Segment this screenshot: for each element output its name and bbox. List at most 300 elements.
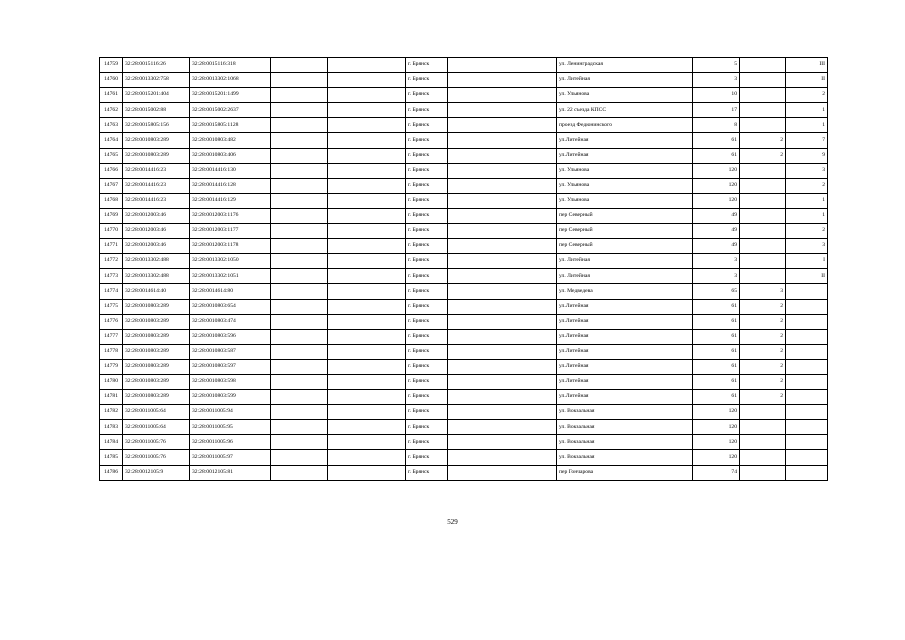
empty-cell [271,193,328,208]
object-cadastral-cell: 32:28:0014416:130 [190,163,271,178]
building-cell: 2 [740,359,786,374]
empty-cell [271,450,328,465]
house-number-cell: 3 [693,254,740,269]
parcel-cadastral-cell: 32:28:0014416:23 [123,193,190,208]
city-cell: г. Брянск [406,374,448,389]
house-number-cell: 61 [693,314,740,329]
building-cell: 3 [740,284,786,299]
page-number: 529 [447,518,458,526]
apartment-cell: 3 [786,163,828,178]
building-cell [740,254,786,269]
empty-cell [328,344,406,359]
house-number-cell: 74 [693,465,740,480]
table-row [100,208,828,223]
table-row [100,224,828,239]
city-cell: г. Брянск [406,208,448,223]
city-cell: г. Брянск [406,58,448,73]
empty-cell [328,208,406,223]
empty-cell [448,299,557,314]
table-row [100,239,828,254]
object-cadastral-cell: 32:28:0010803:596 [190,329,271,344]
parcel-cadastral-cell: 32:28:0013302:758 [123,73,190,88]
table-row [100,344,828,359]
object-cadastral-cell: 32:28:0015201:1499 [190,88,271,103]
empty-cell [328,88,406,103]
building-cell: 2 [740,133,786,148]
row-number-cell: 14760 [100,73,123,88]
object-cadastral-cell: 32:28:0011005:97 [190,450,271,465]
row-number-cell: 14771 [100,239,123,254]
empty-cell [328,284,406,299]
empty-cell [448,420,557,435]
table-row [100,299,828,314]
table-body [100,58,828,481]
empty-cell [448,148,557,163]
street-cell: ул. Вокзальная [557,420,693,435]
city-cell: г. Брянск [406,450,448,465]
empty-cell [448,239,557,254]
parcel-cadastral-cell: 32:28:0010803:289 [123,344,190,359]
empty-cell [271,269,328,284]
apartment-cell: II [786,73,828,88]
street-cell: ул.Литейная [557,299,693,314]
object-cadastral-cell: 32:28:0014416:128 [190,178,271,193]
street-cell: ул.Литейная [557,133,693,148]
empty-cell [271,344,328,359]
empty-cell [448,390,557,405]
empty-cell [448,465,557,480]
empty-cell [448,374,557,389]
empty-cell [271,208,328,223]
city-cell: г. Брянск [406,299,448,314]
table-row [100,133,828,148]
empty-cell [271,224,328,239]
apartment-cell: II [786,269,828,284]
street-cell: ул. Литейная [557,73,693,88]
house-number-cell: 8 [693,118,740,133]
empty-cell [448,224,557,239]
city-cell: г. Брянск [406,148,448,163]
empty-cell [328,374,406,389]
empty-cell [448,329,557,344]
building-cell [740,118,786,133]
empty-cell [328,224,406,239]
empty-cell [448,88,557,103]
parcel-cadastral-cell: 32:28:0015116:26 [123,58,190,73]
empty-cell [271,58,328,73]
empty-cell [328,405,406,420]
house-number-cell: 49 [693,208,740,223]
table-row [100,465,828,480]
row-number-cell: 14766 [100,163,123,178]
city-cell: г. Брянск [406,359,448,374]
building-cell [740,224,786,239]
table-row [100,73,828,88]
parcel-cadastral-cell: 32:28:0012003:46 [123,239,190,254]
table-row [100,193,828,208]
city-cell: г. Брянск [406,178,448,193]
empty-cell [271,88,328,103]
object-cadastral-cell: 32:28:0014614:80 [190,284,271,299]
building-cell [740,420,786,435]
building-cell [740,208,786,223]
street-cell: ул.Литейная [557,329,693,344]
house-number-cell: 120 [693,405,740,420]
empty-cell [448,450,557,465]
object-cadastral-cell: 32:28:0012003:1176 [190,208,271,223]
row-number-cell: 14765 [100,148,123,163]
empty-cell [448,58,557,73]
city-cell: г. Брянск [406,88,448,103]
table-row [100,58,828,73]
object-cadastral-cell: 32:28:0012003:1178 [190,239,271,254]
row-number-cell: 14774 [100,284,123,299]
row-number-cell: 14778 [100,344,123,359]
table-row [100,103,828,118]
street-cell: ул. Вокзальная [557,435,693,450]
empty-cell [328,329,406,344]
parcel-cadastral-cell: 32:28:0015805:156 [123,118,190,133]
table-row [100,148,828,163]
object-cadastral-cell: 32:28:0010803:599 [190,390,271,405]
empty-cell [271,465,328,480]
street-cell: ул. Ульянова [557,178,693,193]
parcel-cadastral-cell: 32:28:0013302:488 [123,269,190,284]
city-cell: г. Брянск [406,73,448,88]
empty-cell [328,450,406,465]
empty-cell [448,314,557,329]
empty-cell [328,465,406,480]
street-cell: ул. Вокзальная [557,405,693,420]
city-cell: г. Брянск [406,163,448,178]
row-number-cell: 14786 [100,465,123,480]
table-row [100,390,828,405]
object-cadastral-cell: 32:28:0010803:406 [190,148,271,163]
empty-cell [448,435,557,450]
apartment-cell: 1 [786,208,828,223]
table-row [100,269,828,284]
empty-cell [271,329,328,344]
apartment-cell [786,420,828,435]
parcel-cadastral-cell: 32:28:0014614:40 [123,284,190,299]
house-number-cell: 120 [693,193,740,208]
row-number-cell: 14768 [100,193,123,208]
empty-cell [328,390,406,405]
empty-cell [448,359,557,374]
table-row [100,254,828,269]
building-cell [740,103,786,118]
apartment-cell: I [786,254,828,269]
empty-cell [328,239,406,254]
empty-cell [271,420,328,435]
empty-cell [328,163,406,178]
object-cadastral-cell: 32:28:0015116:318 [190,58,271,73]
row-number-cell: 14785 [100,450,123,465]
row-number-cell: 14759 [100,58,123,73]
city-cell: г. Брянск [406,224,448,239]
row-number-cell: 14777 [100,329,123,344]
apartment-cell: 2 [786,224,828,239]
city-cell: г. Брянск [406,133,448,148]
object-cadastral-cell: 32:28:0011005:95 [190,420,271,435]
object-cadastral-cell: 32:28:0011005:96 [190,435,271,450]
empty-cell [328,254,406,269]
table-row [100,374,828,389]
empty-cell [448,103,557,118]
street-cell: ул.Литейная [557,374,693,389]
empty-cell [271,148,328,163]
house-number-cell: 65 [693,284,740,299]
empty-cell [271,435,328,450]
row-number-cell: 14762 [100,103,123,118]
apartment-cell: 1 [786,103,828,118]
building-cell: 2 [740,374,786,389]
street-cell: ул. Медведева [557,284,693,299]
table-row [100,178,828,193]
object-cadastral-cell: 32:28:0010803:482 [190,133,271,148]
city-cell: г. Брянск [406,269,448,284]
house-number-cell: 61 [693,390,740,405]
empty-cell [448,344,557,359]
house-number-cell: 17 [693,103,740,118]
apartment-cell: 1 [786,118,828,133]
empty-cell [271,239,328,254]
table-row [100,359,828,374]
apartment-cell [786,299,828,314]
street-cell: ул. Ульянова [557,88,693,103]
empty-cell [448,208,557,223]
empty-cell [271,299,328,314]
row-number-cell: 14770 [100,224,123,239]
city-cell: г. Брянск [406,239,448,254]
apartment-cell: 3 [786,239,828,254]
street-cell: ул.Литейная [557,314,693,329]
parcel-cadastral-cell: 32:28:0010803:289 [123,148,190,163]
row-number-cell: 14772 [100,254,123,269]
empty-cell [271,390,328,405]
parcel-cadastral-cell: 32:28:0014416:23 [123,163,190,178]
empty-cell [328,435,406,450]
empty-cell [271,254,328,269]
street-cell: проезд Федюнинского [557,118,693,133]
table-row [100,420,828,435]
empty-cell [448,73,557,88]
parcel-cadastral-cell: 32:28:0011005:76 [123,450,190,465]
street-cell: ул. Литейная [557,254,693,269]
street-cell: ул.Литейная [557,148,693,163]
parcel-cadastral-cell: 32:28:0010803:289 [123,374,190,389]
apartment-cell [786,329,828,344]
street-cell: пер Северный [557,208,693,223]
object-cadastral-cell: 32:28:0015805:1128 [190,118,271,133]
apartment-cell: III [786,58,828,73]
row-number-cell: 14782 [100,405,123,420]
parcel-cadastral-cell: 32:28:0015201:404 [123,88,190,103]
empty-cell [328,299,406,314]
empty-cell [328,178,406,193]
house-number-cell: 61 [693,299,740,314]
object-cadastral-cell: 32:28:0011005:94 [190,405,271,420]
object-cadastral-cell: 32:28:0013302:1050 [190,254,271,269]
empty-cell [271,163,328,178]
building-cell [740,405,786,420]
empty-cell [271,73,328,88]
table-row [100,450,828,465]
building-cell [740,435,786,450]
street-cell: пер Северный [557,224,693,239]
parcel-cadastral-cell: 32:28:0012105:9 [123,465,190,480]
house-number-cell: 61 [693,359,740,374]
city-cell: г. Брянск [406,329,448,344]
empty-cell [328,133,406,148]
empty-cell [328,269,406,284]
row-number-cell: 14779 [100,359,123,374]
building-cell [740,163,786,178]
apartment-cell: 1 [786,193,828,208]
house-number-cell: 61 [693,374,740,389]
empty-cell [271,359,328,374]
row-number-cell: 14773 [100,269,123,284]
parcel-cadastral-cell: 32:28:0010803:289 [123,299,190,314]
empty-cell [271,133,328,148]
building-cell [740,450,786,465]
table-row [100,405,828,420]
empty-cell [448,405,557,420]
apartment-cell: 9 [786,148,828,163]
empty-cell [271,103,328,118]
empty-cell [271,178,328,193]
apartment-cell [786,405,828,420]
street-cell: ул. Вокзальная [557,450,693,465]
building-cell: 2 [740,314,786,329]
table-row [100,88,828,103]
object-cadastral-cell: 32:28:0010803:474 [190,314,271,329]
city-cell: г. Брянск [406,344,448,359]
empty-cell [328,58,406,73]
street-cell: ул.Литейная [557,359,693,374]
registry-table [99,57,828,481]
apartment-cell [786,465,828,480]
city-cell: г. Брянск [406,193,448,208]
building-cell [740,465,786,480]
object-cadastral-cell: 32:28:0010803:654 [190,299,271,314]
row-number-cell: 14784 [100,435,123,450]
house-number-cell: 3 [693,269,740,284]
object-cadastral-cell: 32:28:0010803:598 [190,374,271,389]
empty-cell [328,103,406,118]
house-number-cell: 10 [693,88,740,103]
table-row [100,329,828,344]
table-row [100,435,828,450]
building-cell [740,269,786,284]
object-cadastral-cell: 32:28:0010803:597 [190,359,271,374]
empty-cell [448,163,557,178]
apartment-cell [786,314,828,329]
house-number-cell: 120 [693,435,740,450]
street-cell: ул. Литейная [557,269,693,284]
building-cell: 2 [740,299,786,314]
building-cell [740,239,786,254]
parcel-cadastral-cell: 32:28:0011005:76 [123,435,190,450]
empty-cell [328,73,406,88]
street-cell: пер Северный [557,239,693,254]
building-cell [740,73,786,88]
empty-cell [271,118,328,133]
parcel-cadastral-cell: 32:28:0015002:88 [123,103,190,118]
parcel-cadastral-cell: 32:28:0010803:289 [123,133,190,148]
street-cell: ул. Ульянова [557,193,693,208]
parcel-cadastral-cell: 32:28:0014416:23 [123,178,190,193]
apartment-cell [786,374,828,389]
house-number-cell: 120 [693,420,740,435]
empty-cell [328,359,406,374]
empty-cell [271,374,328,389]
object-cadastral-cell: 32:28:0010803:587 [190,344,271,359]
house-number-cell: 61 [693,329,740,344]
city-cell: г. Брянск [406,420,448,435]
table-row [100,314,828,329]
row-number-cell: 14780 [100,374,123,389]
empty-cell [448,178,557,193]
city-cell: г. Брянск [406,103,448,118]
object-cadastral-cell: 32:28:0013302:1068 [190,73,271,88]
house-number-cell: 61 [693,133,740,148]
apartment-cell: 2 [786,88,828,103]
house-number-cell: 3 [693,73,740,88]
row-number-cell: 14764 [100,133,123,148]
row-number-cell: 14763 [100,118,123,133]
house-number-cell: 5 [693,58,740,73]
table-row [100,163,828,178]
building-cell: 2 [740,344,786,359]
row-number-cell: 14776 [100,314,123,329]
empty-cell [271,314,328,329]
building-cell [740,193,786,208]
apartment-cell [786,344,828,359]
parcel-cadastral-cell: 32:28:0011005:64 [123,405,190,420]
empty-cell [448,284,557,299]
parcel-cadastral-cell: 32:28:0013302:488 [123,254,190,269]
object-cadastral-cell: 32:28:0014416:129 [190,193,271,208]
house-number-cell: 61 [693,148,740,163]
parcel-cadastral-cell: 32:28:0010803:289 [123,314,190,329]
apartment-cell: 2 [786,178,828,193]
city-cell: г. Брянск [406,465,448,480]
empty-cell [448,193,557,208]
object-cadastral-cell: 32:28:0012105:81 [190,465,271,480]
table-row [100,284,828,299]
house-number-cell: 49 [693,239,740,254]
object-cadastral-cell: 32:28:0015002:2637 [190,103,271,118]
street-cell: ул. 22 съезда КПСС [557,103,693,118]
city-cell: г. Брянск [406,254,448,269]
city-cell: г. Брянск [406,435,448,450]
apartment-cell [786,284,828,299]
empty-cell [271,284,328,299]
empty-cell [448,269,557,284]
empty-cell [328,118,406,133]
table-row [100,118,828,133]
building-cell: 2 [740,329,786,344]
city-cell: г. Брянск [406,118,448,133]
object-cadastral-cell: 32:28:0012003:1177 [190,224,271,239]
street-cell: ул.Литейная [557,390,693,405]
apartment-cell [786,390,828,405]
house-number-cell: 49 [693,224,740,239]
house-number-cell: 120 [693,163,740,178]
empty-cell [328,420,406,435]
empty-cell [448,254,557,269]
